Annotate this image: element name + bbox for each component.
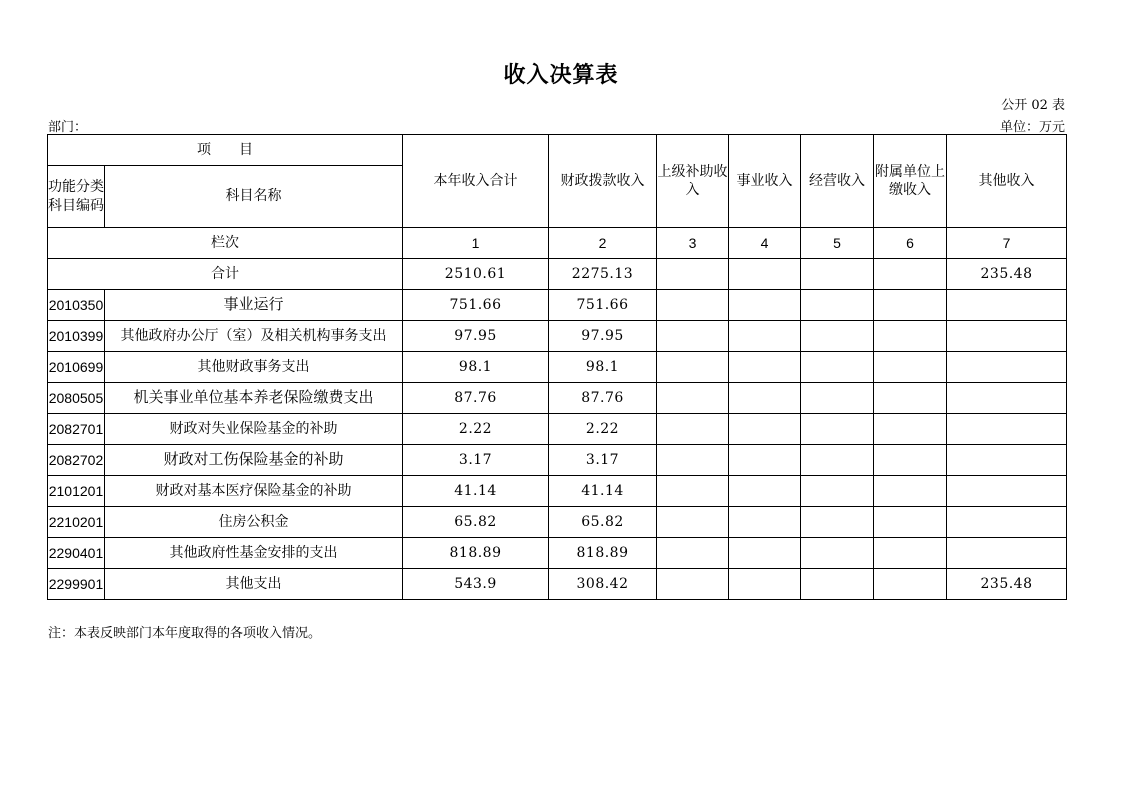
row-value xyxy=(657,445,729,476)
row-value xyxy=(801,290,874,321)
row-value: 65.82 xyxy=(549,507,657,538)
header-col-2: 财政拨款收入 xyxy=(549,135,657,228)
header-code-cell: 功能分类科目编码 xyxy=(48,166,105,228)
row-code: 2010699 xyxy=(48,352,105,383)
row-value xyxy=(801,321,874,352)
row-value xyxy=(657,507,729,538)
row-value: 2.22 xyxy=(549,414,657,445)
row-value xyxy=(874,290,947,321)
total-value xyxy=(801,259,874,290)
lanci-number: 7 xyxy=(947,228,1067,259)
lanci-row xyxy=(48,228,1067,259)
income-table xyxy=(47,134,1067,600)
row-value xyxy=(729,476,801,507)
total-value: 2275.13 xyxy=(549,259,657,290)
sheet-number: 公开 02 表 xyxy=(1001,98,1065,113)
row-value xyxy=(801,507,874,538)
row-value xyxy=(657,538,729,569)
row-value xyxy=(874,414,947,445)
row-value: 87.76 xyxy=(403,383,549,414)
row-value xyxy=(801,414,874,445)
row-value: 87.76 xyxy=(549,383,657,414)
row-value xyxy=(729,538,801,569)
table-row xyxy=(48,507,1067,538)
row-value: 751.66 xyxy=(403,290,549,321)
row-value: 543.9 xyxy=(403,569,549,600)
row-value xyxy=(947,352,1067,383)
row-value xyxy=(657,290,729,321)
unit-label: 单位：万元 xyxy=(999,120,1065,135)
row-value xyxy=(729,445,801,476)
table-row xyxy=(48,321,1067,352)
header-col-3: 上级补助收入 xyxy=(657,135,729,228)
total-value: 235.48 xyxy=(947,259,1067,290)
total-value: 2510.61 xyxy=(403,259,549,290)
row-value xyxy=(657,383,729,414)
row-value: 3.17 xyxy=(549,445,657,476)
table-row xyxy=(48,414,1067,445)
row-value: 65.82 xyxy=(403,507,549,538)
row-value xyxy=(801,476,874,507)
table-row xyxy=(48,383,1067,414)
row-value: 818.89 xyxy=(403,538,549,569)
row-value xyxy=(801,445,874,476)
row-code: 2101201 xyxy=(48,476,105,507)
row-value xyxy=(874,538,947,569)
row-value xyxy=(729,352,801,383)
header-name-cell: 科目名称 xyxy=(105,166,403,228)
lanci-label: 栏次 xyxy=(48,228,403,259)
row-value xyxy=(801,383,874,414)
lanci-number: 1 xyxy=(403,228,549,259)
row-name: 财政对失业保险基金的补助 xyxy=(105,414,403,445)
row-code: 2290401 xyxy=(48,538,105,569)
table-row xyxy=(48,538,1067,569)
table-row xyxy=(48,290,1067,321)
row-value xyxy=(874,476,947,507)
row-name: 其他政府办公厅（室）及相关机构事务支出 xyxy=(105,321,403,352)
row-name: 其他支出 xyxy=(105,569,403,600)
row-value xyxy=(801,538,874,569)
row-value xyxy=(729,321,801,352)
row-value: 751.66 xyxy=(549,290,657,321)
row-value: 818.89 xyxy=(549,538,657,569)
row-name: 财政对基本医疗保险基金的补助 xyxy=(105,476,403,507)
row-value xyxy=(874,352,947,383)
row-code: 2210201 xyxy=(48,507,105,538)
header-col-1: 本年收入合计 xyxy=(403,135,549,228)
lanci-number: 5 xyxy=(801,228,874,259)
table-row xyxy=(48,445,1067,476)
row-value: 97.95 xyxy=(549,321,657,352)
row-value xyxy=(657,476,729,507)
total-value xyxy=(729,259,801,290)
header-col-4: 事业收入 xyxy=(729,135,801,228)
row-value xyxy=(657,352,729,383)
row-value xyxy=(874,383,947,414)
row-value: 41.14 xyxy=(403,476,549,507)
row-name: 事业运行 xyxy=(105,290,403,321)
row-value xyxy=(729,569,801,600)
row-value xyxy=(729,414,801,445)
row-name: 财政对工伤保险基金的补助 xyxy=(105,445,403,476)
department-label: 部门： xyxy=(48,120,88,135)
row-value xyxy=(657,321,729,352)
row-value xyxy=(947,414,1067,445)
row-code: 2010399 xyxy=(48,321,105,352)
row-value xyxy=(657,414,729,445)
row-code: 2010350 xyxy=(48,290,105,321)
row-value: 97.95 xyxy=(403,321,549,352)
row-value xyxy=(947,538,1067,569)
row-value: 98.1 xyxy=(403,352,549,383)
row-value xyxy=(729,290,801,321)
row-code: 2080505 xyxy=(48,383,105,414)
row-value xyxy=(947,445,1067,476)
row-value xyxy=(947,321,1067,352)
row-value xyxy=(729,507,801,538)
total-row xyxy=(48,259,1067,290)
lanci-number: 6 xyxy=(874,228,947,259)
table-note: 注：本表反映部门本年度取得的各项收入情况。 xyxy=(48,626,322,641)
row-value xyxy=(657,569,729,600)
row-value: 308.42 xyxy=(549,569,657,600)
row-value xyxy=(874,321,947,352)
lanci-number: 3 xyxy=(657,228,729,259)
row-code: 2082702 xyxy=(48,445,105,476)
row-value xyxy=(947,383,1067,414)
row-name: 机关事业单位基本养老保险缴费支出 xyxy=(105,383,403,414)
lanci-number: 4 xyxy=(729,228,801,259)
row-value xyxy=(947,507,1067,538)
header-row-item xyxy=(48,135,1067,166)
row-value: 3.17 xyxy=(403,445,549,476)
row-name: 住房公积金 xyxy=(105,507,403,538)
header-col-5: 经营收入 xyxy=(801,135,874,228)
row-value xyxy=(947,476,1067,507)
row-code: 2299901 xyxy=(48,569,105,600)
page-title: 收入决算表 xyxy=(503,62,619,88)
header-item-cell: 项 目 xyxy=(48,135,403,166)
total-value xyxy=(657,259,729,290)
total-value xyxy=(874,259,947,290)
row-value: 98.1 xyxy=(549,352,657,383)
row-code: 2082701 xyxy=(48,414,105,445)
row-value xyxy=(874,507,947,538)
lanci-number: 2 xyxy=(549,228,657,259)
table-row xyxy=(48,352,1067,383)
row-value xyxy=(801,352,874,383)
row-name: 其他政府性基金安排的支出 xyxy=(105,538,403,569)
table-row xyxy=(48,569,1067,600)
row-value xyxy=(874,445,947,476)
row-value xyxy=(947,290,1067,321)
row-value xyxy=(801,569,874,600)
table-row xyxy=(48,476,1067,507)
row-value xyxy=(729,383,801,414)
row-value: 41.14 xyxy=(549,476,657,507)
total-label: 合计 xyxy=(48,259,403,290)
row-value xyxy=(874,569,947,600)
row-value: 235.48 xyxy=(947,569,1067,600)
row-value: 2.22 xyxy=(403,414,549,445)
header-col-7: 其他收入 xyxy=(947,135,1067,228)
header-col-6: 附属单位上缴收入 xyxy=(874,135,947,228)
row-name: 其他财政事务支出 xyxy=(105,352,403,383)
